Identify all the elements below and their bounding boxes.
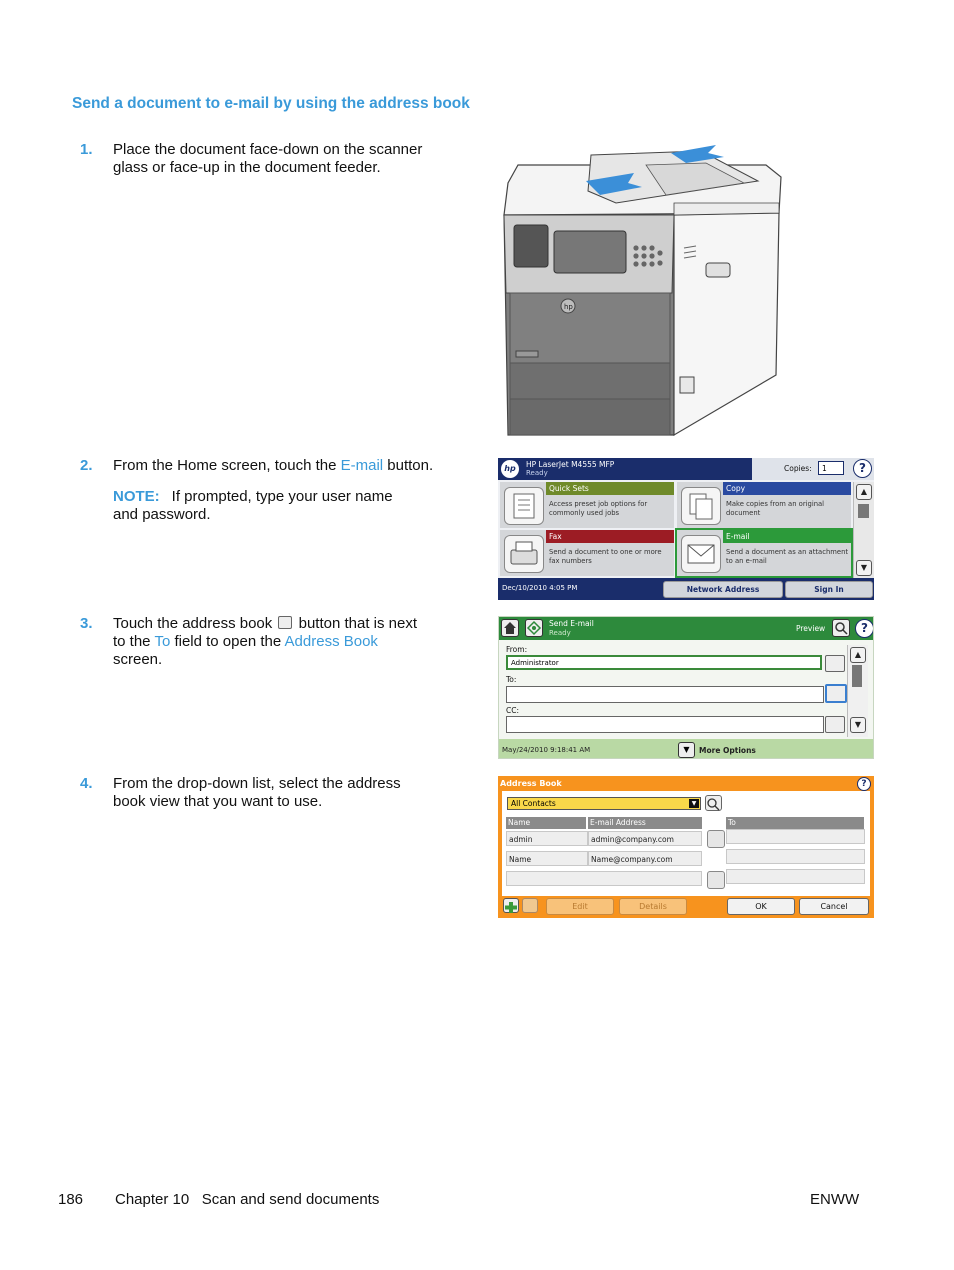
contacts-dropdown-value: All Contacts: [511, 799, 556, 808]
home-icon[interactable]: [501, 619, 519, 637]
help-icon[interactable]: ?: [853, 459, 872, 478]
home-status-bar: [498, 578, 874, 600]
more-options-chevron-icon[interactable]: ▼: [678, 742, 695, 758]
details-button[interactable]: Details: [619, 898, 687, 915]
step-2-text-post: button.: [383, 457, 434, 474]
sign-in-button[interactable]: Sign In: [785, 581, 873, 598]
copy-title: Copy: [723, 482, 851, 495]
to-label: To:: [506, 675, 517, 684]
step-4-line-1: From the drop-down list, select the address: [113, 775, 401, 792]
step-3-text-pre: Touch the address book: [113, 615, 277, 632]
step-4-number: 4.: [80, 775, 93, 792]
quick-sets-tile[interactable]: [500, 482, 674, 528]
help-icon[interactable]: ?: [857, 777, 871, 791]
address-book-title: Address Book: [500, 779, 562, 788]
scroll-down-icon[interactable]: ▼: [850, 717, 866, 733]
copies-bar: [752, 458, 874, 480]
fax-title: Fax: [546, 530, 674, 543]
home-screen-panel: [498, 458, 874, 600]
preview-search-icon[interactable]: [832, 619, 850, 637]
step-3-line2-mid: field to open the: [170, 633, 285, 650]
table-row-name[interactable]: admin: [506, 831, 588, 846]
to-list-row[interactable]: [726, 829, 865, 844]
email-title: E-mail: [723, 530, 851, 543]
step-4-line-2: book view that you want to use.: [113, 793, 323, 810]
home-header-bar: [498, 458, 752, 480]
ok-button[interactable]: OK: [727, 898, 795, 915]
add-to-recipient-icon[interactable]: [707, 830, 725, 848]
network-address-button[interactable]: Network Address: [663, 581, 783, 598]
to-list-row[interactable]: [726, 849, 865, 864]
search-icon[interactable]: [705, 795, 722, 811]
to-field-link: To: [154, 633, 171, 650]
email-tile[interactable]: [677, 530, 851, 576]
scroll-down-icon[interactable]: ▼: [856, 560, 872, 576]
step-3-text: [113, 615, 463, 669]
to-field[interactable]: [506, 686, 824, 703]
step-3-text-mid: button that is next: [294, 615, 418, 632]
step-3-number: 3.: [80, 615, 93, 632]
step-1-line-1: Place the document face-down on the scanner: [113, 141, 423, 158]
cc-address-book-icon[interactable]: [825, 716, 845, 733]
to-column-header: To: [726, 817, 864, 829]
note-label: NOTE:: [113, 488, 160, 505]
preview-label: Preview: [796, 624, 826, 633]
section-heading: Send a document to e-mail by using the address book: [72, 95, 470, 112]
copy-icon: [681, 487, 721, 525]
email-desc: Send a document as an attachment to an e-mail: [726, 548, 849, 565]
address-book-link: Address Book: [284, 633, 378, 650]
table-row-empty[interactable]: [506, 871, 702, 886]
step-2-text-pre: From the Home screen, touch the: [113, 457, 341, 474]
printer-illustration: [496, 143, 786, 441]
printer-status: Ready: [526, 469, 548, 477]
fax-icon: [504, 535, 544, 573]
table-row-name[interactable]: Name: [506, 851, 588, 866]
fax-desc: Send a document to one or more fax numbers: [549, 548, 662, 565]
email-button-link: E-mail: [340, 457, 384, 474]
name-column-header: Name: [506, 817, 586, 829]
quick-sets-title: Quick Sets: [546, 482, 674, 495]
copies-input[interactable]: 1: [818, 461, 844, 475]
note-line-2: and password.: [113, 506, 211, 523]
cancel-button[interactable]: Cancel: [799, 898, 869, 915]
edition-label: ENWW: [810, 1191, 860, 1208]
printer-name: HP LaserJet M4555 MFP: [526, 460, 615, 469]
fax-tile[interactable]: [500, 530, 674, 576]
email-icon: [681, 535, 721, 573]
step-1-number: 1.: [80, 141, 93, 158]
step-2-text: [113, 457, 463, 475]
cc-label: CC:: [506, 706, 520, 715]
address-book-inline-icon: [278, 616, 292, 629]
cc-field[interactable]: [506, 716, 824, 733]
email-column-header: E-mail Address: [588, 817, 702, 829]
step-2-number: 2.: [80, 457, 93, 474]
address-book-panel: [498, 776, 874, 918]
contacts-dropdown[interactable]: [507, 797, 701, 810]
quick-sets-desc: Access preset job options for commonly used jobs: [549, 500, 648, 517]
delete-contact-icon[interactable]: [522, 898, 538, 913]
from-label: From:: [506, 645, 528, 654]
send-email-title: Send E-mail: [549, 619, 594, 628]
note-line-1: If prompted, type your user name: [171, 488, 393, 505]
send-email-panel: [498, 616, 874, 759]
table-row-email[interactable]: Name@company.com: [588, 851, 702, 866]
home-scrollbar[interactable]: [853, 482, 874, 578]
table-row-email[interactable]: admin@company.com: [588, 831, 702, 846]
start-icon[interactable]: [525, 619, 543, 637]
step-1-line-2: glass or face-up in the document feeder.: [113, 159, 381, 176]
from-field[interactable]: Administrator: [506, 655, 822, 670]
copies-label: Copies:: [784, 464, 812, 473]
step-3-line2-pre: to the: [113, 633, 155, 650]
chapter-title: Chapter 10 Scan and send documents: [115, 1191, 380, 1208]
step-4-text: [113, 775, 453, 811]
to-list-row[interactable]: [726, 869, 865, 884]
remove-recipient-icon[interactable]: [707, 871, 725, 889]
page-number: 186: [58, 1191, 84, 1208]
hp-logo-icon: hp: [501, 460, 519, 478]
send-email-status: Ready: [549, 629, 571, 637]
edit-button[interactable]: Edit: [546, 898, 614, 915]
scroll-up-icon[interactable]: ▲: [850, 647, 866, 663]
step-3-line-3: screen.: [113, 651, 163, 668]
address-book-content: [502, 791, 870, 896]
home-datetime: Dec/10/2010 4:05 PM: [502, 584, 578, 592]
step-2-note: [113, 488, 453, 524]
svg-text:hp: hp: [564, 303, 573, 311]
copy-tile[interactable]: [677, 482, 851, 528]
to-address-book-icon[interactable]: [825, 684, 847, 703]
scroll-up-icon[interactable]: ▲: [856, 484, 872, 500]
copy-desc: Make copies from an original document: [726, 500, 825, 517]
send-email-status-bar: [499, 739, 874, 759]
chevron-down-icon[interactable]: ▼: [689, 799, 699, 808]
scroll-thumb[interactable]: [858, 504, 869, 518]
more-options-button[interactable]: More Options: [699, 746, 756, 755]
send-email-scrollbar[interactable]: [847, 645, 868, 737]
step-1-text: [113, 141, 453, 177]
send-email-header-bar: [499, 617, 874, 640]
send-email-datetime: May/24/2010 9:18:41 AM: [502, 746, 591, 754]
quick-sets-icon: [504, 487, 544, 525]
help-icon[interactable]: ?: [855, 619, 874, 638]
scroll-thumb[interactable]: [852, 665, 862, 687]
from-address-book-icon[interactable]: [825, 655, 845, 672]
add-contact-icon[interactable]: [503, 898, 519, 913]
